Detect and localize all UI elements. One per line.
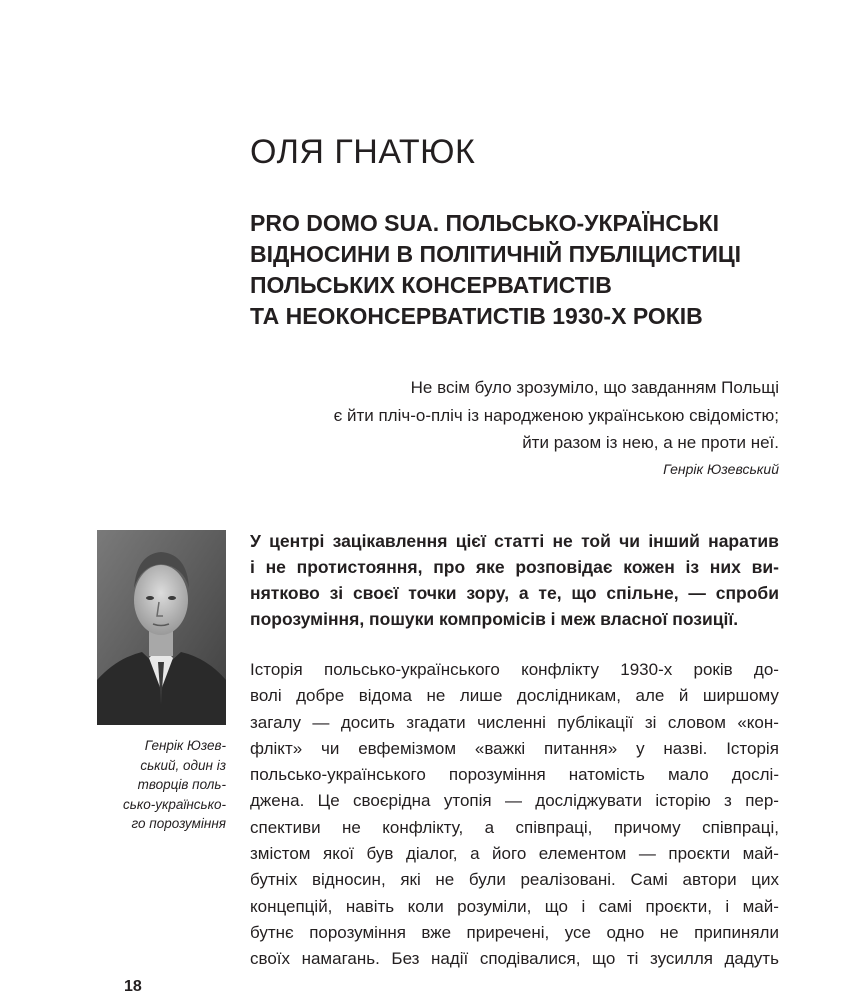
portrait-photo	[97, 530, 226, 725]
epigraph	[219, 374, 779, 457]
body-line: волі добре відома не лише дослідникам, але й ширшому	[250, 686, 779, 706]
epigraph-line: є йти пліч-о-пліч із народженою українською свідомістю;	[333, 405, 779, 425]
title-line: ВІДНОСИНИ В ПОЛІТИЧНІЙ ПУБЛІЦИСТИЦІ	[250, 241, 742, 267]
caption-line: творців поль-	[137, 777, 226, 792]
body-line: загалу — досить згадати численні публікації зі словом «кон-	[250, 712, 779, 732]
lead-line: У центрі зацікавлення цієї статті не той чи інший наратив	[250, 531, 779, 551]
page-number: 18	[124, 978, 142, 995]
photo-caption	[97, 736, 226, 834]
body-line: своїх намагань. Без надії сподівалися, що ті зусилля дадуть	[250, 949, 779, 969]
lead-paragraph	[250, 528, 779, 632]
caption-line: го порозуміння	[131, 816, 226, 831]
author-name: ОЛЯ ГНАТЮК	[250, 133, 476, 171]
body-line: флікт» чи евфемізмом «важкі питання» у назві. Історія	[250, 738, 779, 758]
body-line: спективи не конфлікту, а співпраці, причому співпраці,	[250, 817, 779, 837]
epigraph-author: Генрік Юзевський	[663, 461, 779, 477]
caption-line: ський, один із	[140, 757, 226, 773]
body-line: бутніх відносин, які не були реалізовані. Самі автори цих	[250, 870, 779, 890]
portrait-image	[97, 530, 226, 725]
title-line: ТА НЕОКОНСЕРВАТИСТІВ 1930-Х РОКІВ	[250, 303, 703, 329]
body-line: Історія польсько-українського конфлікту 1930-х років до-	[250, 660, 779, 679]
lead-line: і не протистояння, про яке розповідає кожен із них ви-	[250, 557, 779, 577]
body-line: концепцій, навіть коли розуміли, що і самі проєкти, і май-	[250, 896, 779, 916]
epigraph-line: Не всім було зрозуміло, що завданням Польщі	[410, 378, 779, 397]
body-line: змістом якої був діалог, а його елементом — проєкти май-	[250, 844, 779, 864]
lead-line: нятково зі своєї точки зору, а те, що спільне, — спроби	[250, 583, 779, 603]
article-title	[250, 208, 810, 332]
caption-line: Генрік Юзев-	[144, 738, 226, 753]
body-paragraph	[250, 657, 779, 973]
caption-line: сько-українсько-	[122, 796, 226, 812]
epigraph-line: йти разом із нею, а не проти неї.	[522, 433, 779, 452]
body-line: бутнє порозуміння вже приречені, усе одно не припиняли	[250, 922, 779, 942]
body-line: польсько-українського порозуміння натомість мало дослі-	[250, 765, 779, 785]
lead-line: порозуміння, пошуки компромісів і меж власної позиції.	[250, 609, 739, 629]
title-line: ПОЛЬСЬКИХ КОНСЕРВАТИСТІВ	[250, 272, 612, 298]
body-line: джена. Це своєрідна утопія — досліджувати історію з пер-	[250, 791, 779, 811]
title-line: PRO DOMO SUA. ПОЛЬСЬКО-УКРАЇНСЬКІ	[250, 210, 719, 236]
